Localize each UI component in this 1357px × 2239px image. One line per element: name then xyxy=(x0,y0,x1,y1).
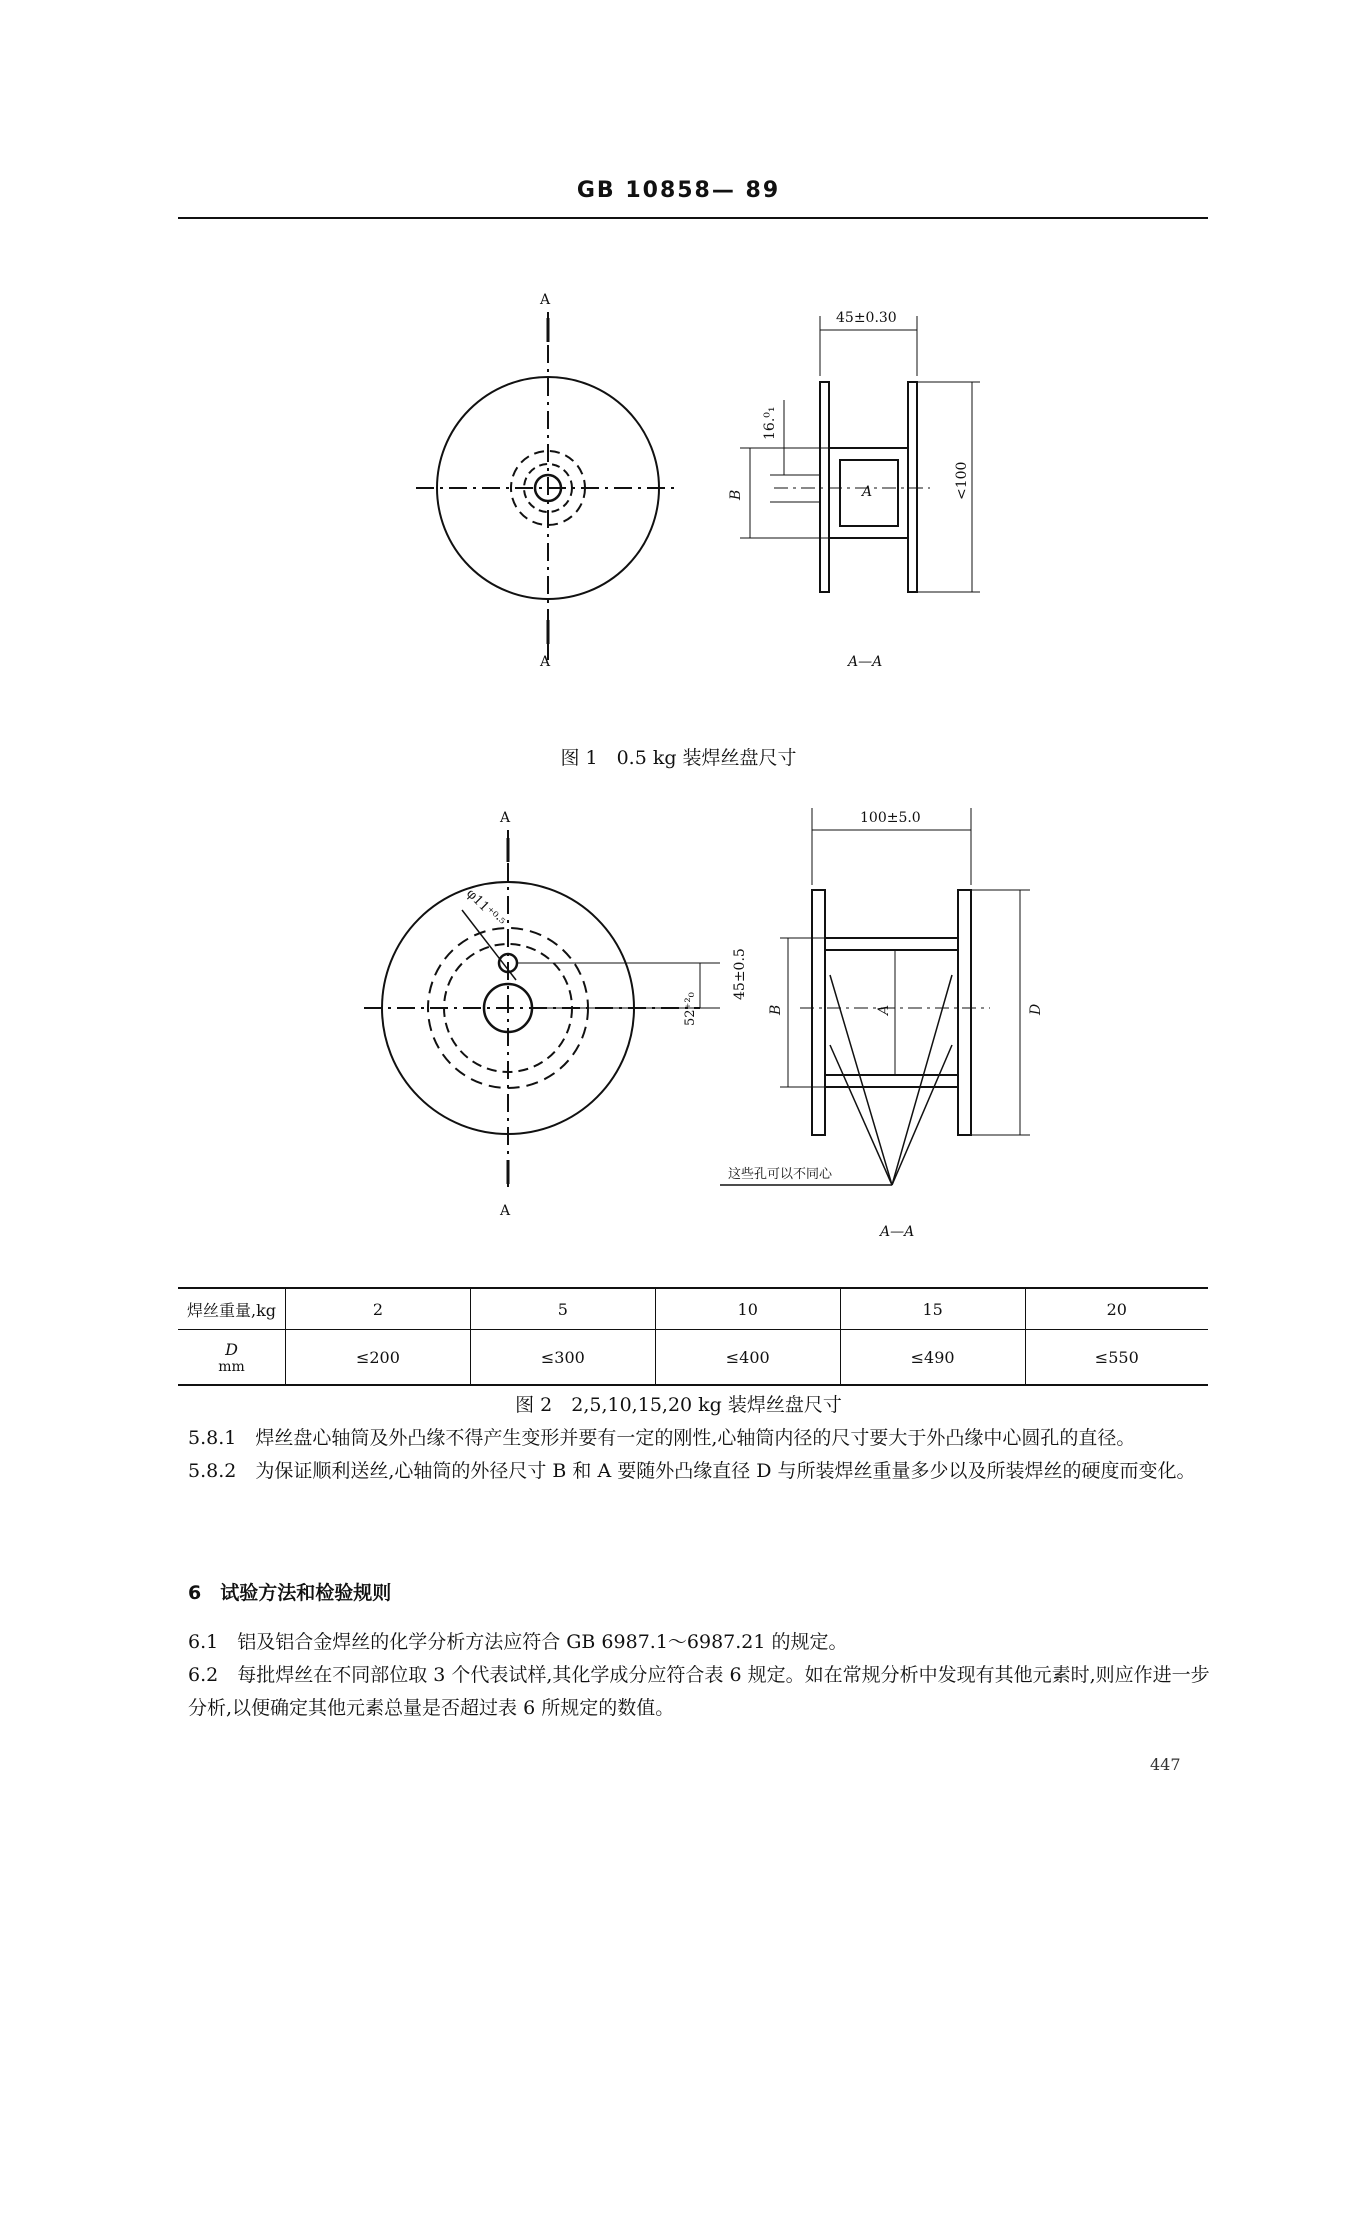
fig2-left-flange xyxy=(812,890,825,1135)
fig2-center-dim: 52⁺²₀ xyxy=(683,992,698,1026)
table-header-unit: mm xyxy=(218,1358,245,1375)
table-cell: 10 xyxy=(655,1288,840,1330)
section-6-body xyxy=(188,1626,1210,1725)
clause-5-8-2: 5.8.2 为保证顺利送丝,心轴筒的外径尺寸 B 和 A 要随外凸缘直径 D 与所装焊丝重量多少以及所装焊丝的硬度而变化。 xyxy=(188,1460,1196,1482)
table-cell: ≤300 xyxy=(470,1330,655,1386)
table-cell: ≤200 xyxy=(286,1330,471,1386)
fig1-section-label-top: A xyxy=(540,292,551,308)
table-header-d: D xyxy=(225,1339,238,1359)
page-number: 447 xyxy=(1150,1755,1181,1774)
table-cell: 15 xyxy=(840,1288,1025,1330)
clause-6-1: 6.1 铝及铝合金焊丝的化学分析方法应符合 GB 6987.1～6987.21 的规定。 xyxy=(188,1631,848,1653)
fig2-offset-dim: 45±0.5 xyxy=(732,948,748,1000)
fig2-section-label-top: A xyxy=(500,810,511,826)
fig1-diameter-dim: <100 xyxy=(954,461,970,500)
fig2-section-label-bottom: A xyxy=(500,1203,511,1219)
clause-5-8 xyxy=(188,1422,1210,1488)
fig2-note: 这些孔可以不同心 xyxy=(728,1167,833,1182)
fig1-section-label-bottom: A xyxy=(540,654,551,670)
table-cell: ≤400 xyxy=(655,1330,840,1386)
section-6-title: 6 试验方法和检验规则 xyxy=(188,1582,392,1604)
fig1-b-label: B xyxy=(728,489,744,500)
table-cell: ≤490 xyxy=(840,1330,1025,1386)
table-cell: 5 xyxy=(470,1288,655,1330)
clause-5-8-1: 5.8.1 焊丝盘心轴筒及外凸缘不得产生变形并要有一定的刚性,心轴筒内径的尺寸要大于外凸缘中心圆孔的直径。 xyxy=(188,1427,1136,1449)
fig1-width-dim: 45±0.30 xyxy=(836,310,897,326)
table-cell: ≤550 xyxy=(1025,1330,1208,1386)
fig1-left-flange xyxy=(820,382,829,592)
table-row xyxy=(178,1288,1208,1330)
table-cell: 20 xyxy=(1025,1288,1208,1330)
fig2-b-label: B xyxy=(768,1004,784,1015)
table-cell: 2 xyxy=(286,1288,471,1330)
fig2-d-label: D xyxy=(1028,1003,1044,1015)
table-header-weight: 焊丝重量,kg xyxy=(178,1288,286,1330)
fig1-right-flange xyxy=(908,382,917,592)
figure-1-caption: 图 1 0.5 kg 装焊丝盘尺寸 xyxy=(560,747,797,769)
fig2-hub-top-wall xyxy=(825,938,958,950)
table-row xyxy=(178,1330,1208,1386)
fig2-section-name: A—A xyxy=(880,1224,915,1240)
fig1-section-name: A—A xyxy=(848,654,883,670)
clause-6-2: 6.2 每批焊丝在不同部位取 3 个代表试样,其化学成分应符合表 6 规定。如在常规分析中发现有其他元素时,则应作进一步分析,以便确定其他元素总量是否超过表 6 所规定的数值。 xyxy=(188,1664,1210,1719)
figure-1-drawing xyxy=(0,0,1357,760)
fig1-hole-dim: 16.⁰₁ xyxy=(762,406,778,440)
fig2-pin-hole-dim: φ11⁺⁰·⁵ xyxy=(463,886,508,931)
figure-2-caption: 图 2 2,5,10,15,20 kg 装焊丝盘尺寸 xyxy=(515,1394,842,1416)
spool-size-table xyxy=(178,1287,1208,1386)
fig2-a-label: A xyxy=(876,1004,892,1015)
document-header: GB 10858— 89 xyxy=(576,178,781,203)
table-header-diameter xyxy=(178,1330,286,1386)
fig1-a-label: A xyxy=(862,484,873,500)
fig2-right-flange xyxy=(958,890,971,1135)
figure-2-drawing xyxy=(0,790,1357,1260)
fig2-width-dim: 100±5.0 xyxy=(860,810,921,826)
